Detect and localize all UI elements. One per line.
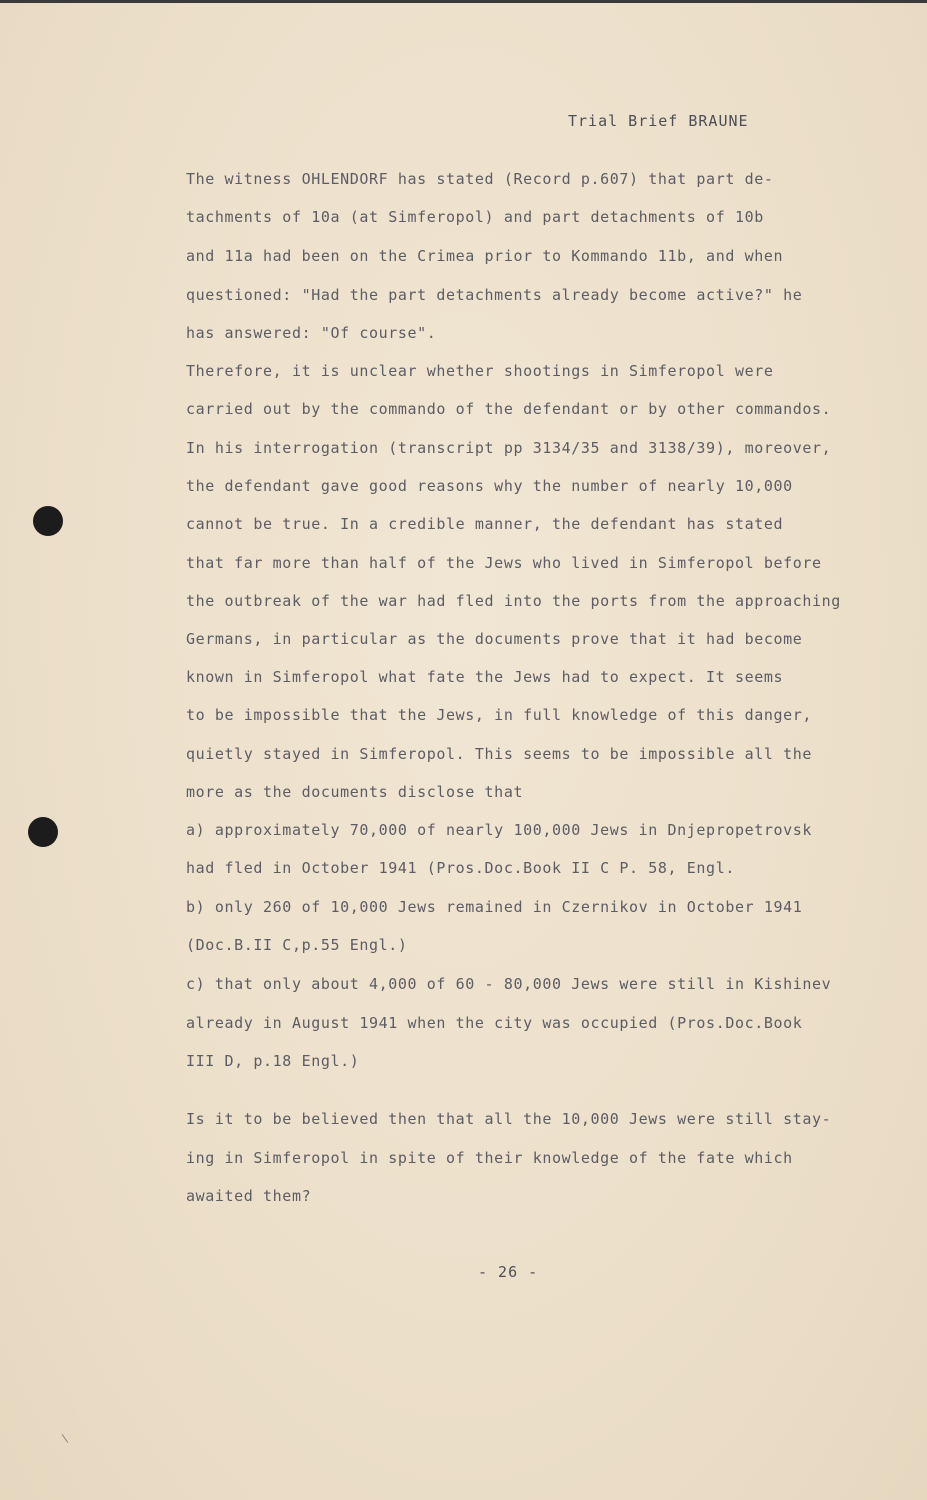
text-line: tachments of 10a (at Simferopol) and part detachments of 10b (186, 208, 764, 226)
text-line: Therefore, it is unclear whether shootings in Simferopol were (186, 362, 774, 380)
text-line: awaited them? (186, 1187, 312, 1205)
text-line: and 11a had been on the Crimea prior to Kommando 11b, and when (186, 247, 784, 265)
list-item-a: a) approximately 70,000 of nearly 100,000 Jews in Dnjepropetrovsk (186, 821, 812, 839)
text-line: more as the documents disclose that (186, 783, 524, 801)
text-line: The witness OHLENDORF has stated (Record p.607) that part de- (186, 170, 774, 188)
stray-pencil-mark (62, 1434, 69, 1443)
text-line: has answered: "Of course". (186, 324, 437, 342)
list-item-c: c) that only about 4,000 of 60 - 80,000 Jews were still in Kishinev (186, 975, 832, 993)
punch-hole-upper (33, 506, 63, 536)
text-line: questioned: "Had the part detachments already become active?" he (186, 286, 803, 304)
text-line: the defendant gave good reasons why the number of nearly 10,000 (186, 477, 793, 495)
text-line: III D, p.18 Engl.) (186, 1052, 360, 1070)
text-line: In his interrogation (transcript pp 3134/35 and 3138/39), moreover, (186, 439, 832, 457)
text-line: already in August 1941 when the city was occupied (Pros.Doc.Book (186, 1014, 803, 1032)
text-line: quietly stayed in Simferopol. This seems to be impossible all the (186, 745, 812, 763)
text-line: cannot be true. In a credible manner, the defendant has stated (186, 515, 784, 533)
text-line: had fled in October 1941 (Pros.Doc.Book II C P. 58, Engl. (186, 859, 735, 877)
text-line: that far more than half of the Jews who lived in Simferopol before (186, 554, 822, 572)
punch-hole-lower (28, 817, 58, 847)
text-line: ing in Simferopol in spite of their knowledge of the fate which (186, 1149, 793, 1167)
list-item-b: b) only 260 of 10,000 Jews remained in Czernikov in October 1941 (186, 898, 803, 916)
page-top-edge (0, 0, 927, 3)
document-header: Trial Brief BRAUNE (568, 112, 749, 130)
text-line: Is it to be believed then that all the 10,000 Jews were still stay- (186, 1110, 832, 1128)
text-line: Germans, in particular as the documents prove that it had become (186, 630, 803, 648)
text-line: carried out by the commando of the defendant or by other commandos. (186, 400, 832, 418)
page-number: - 26 - (478, 1263, 539, 1281)
text-line: (Doc.B.II C,p.55 Engl.) (186, 936, 408, 954)
text-line: to be impossible that the Jews, in full knowledge of this danger, (186, 706, 812, 724)
text-line: the outbreak of the war had fled into the ports from the approaching (186, 592, 841, 610)
text-line: known in Simferopol what fate the Jews had to expect. It seems (186, 668, 784, 686)
